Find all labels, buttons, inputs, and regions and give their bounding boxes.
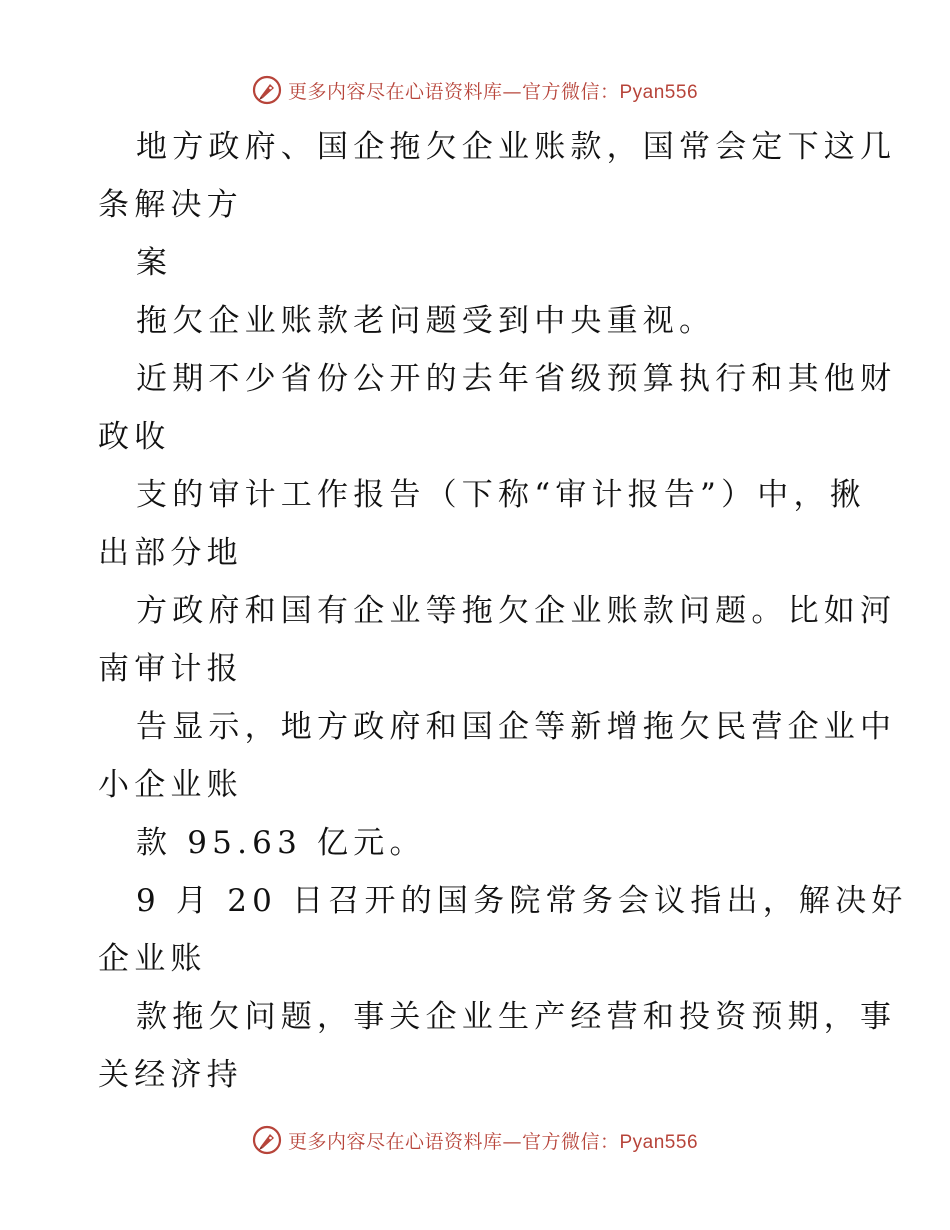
text-line: 9 月 20 日召开的国务院常务会议指出，解决好 bbox=[136, 883, 908, 919]
text-line: 出部分地 bbox=[98, 535, 243, 571]
footer-watermark bbox=[0, 1120, 950, 1160]
watermark-dash: — bbox=[502, 1130, 522, 1153]
text-line: 案 bbox=[136, 245, 173, 281]
text-line: 条解决方 bbox=[98, 187, 243, 223]
text-line: 关经济持 bbox=[98, 1057, 243, 1093]
text-line: 方政府和国有企业等拖欠企业账款问题。比如河 bbox=[136, 593, 897, 629]
text-line: 拖欠企业账款老问题受到中央重视。 bbox=[136, 303, 716, 339]
watermark-sub: 官方微信： bbox=[521, 1130, 620, 1153]
text-line: 款拖欠问题，事关企业生产经营和投资预期，事 bbox=[136, 999, 897, 1035]
text-line: 近期不少省份公开的去年省级预算执行和其他财 bbox=[136, 361, 897, 397]
watermark-main: 更多内容尽在心语资料库 bbox=[287, 1130, 503, 1153]
text-line: 地方政府、国企拖欠企业账款，国常会定下这几 bbox=[136, 129, 897, 165]
watermark-brand: Pyan556 bbox=[619, 81, 699, 103]
text-line: 款 95.63 亿元。 bbox=[136, 825, 426, 861]
watermark-text bbox=[288, 77, 698, 104]
pen-nib-logo-icon bbox=[252, 75, 282, 105]
text-line: 支的审计工作报告（下称“审计报告”）中，揪 bbox=[136, 477, 866, 513]
text-line: 政收 bbox=[98, 419, 171, 455]
watermark-main: 更多内容尽在心语资料库 bbox=[287, 80, 503, 103]
watermark-text bbox=[288, 1127, 698, 1154]
watermark-dash: — bbox=[502, 80, 522, 103]
watermark-sub: 官方微信： bbox=[521, 80, 620, 103]
text-line: 企业账 bbox=[98, 941, 207, 977]
pen-nib-logo-icon bbox=[252, 1125, 282, 1155]
text-line: 告显示，地方政府和国企等新增拖欠民营企业中 bbox=[136, 709, 897, 745]
header-watermark bbox=[0, 70, 950, 110]
text-line: 小企业账 bbox=[98, 767, 243, 803]
text-line: 南审计报 bbox=[98, 651, 243, 687]
watermark-brand: Pyan556 bbox=[619, 1131, 699, 1153]
body-text bbox=[98, 118, 908, 1104]
